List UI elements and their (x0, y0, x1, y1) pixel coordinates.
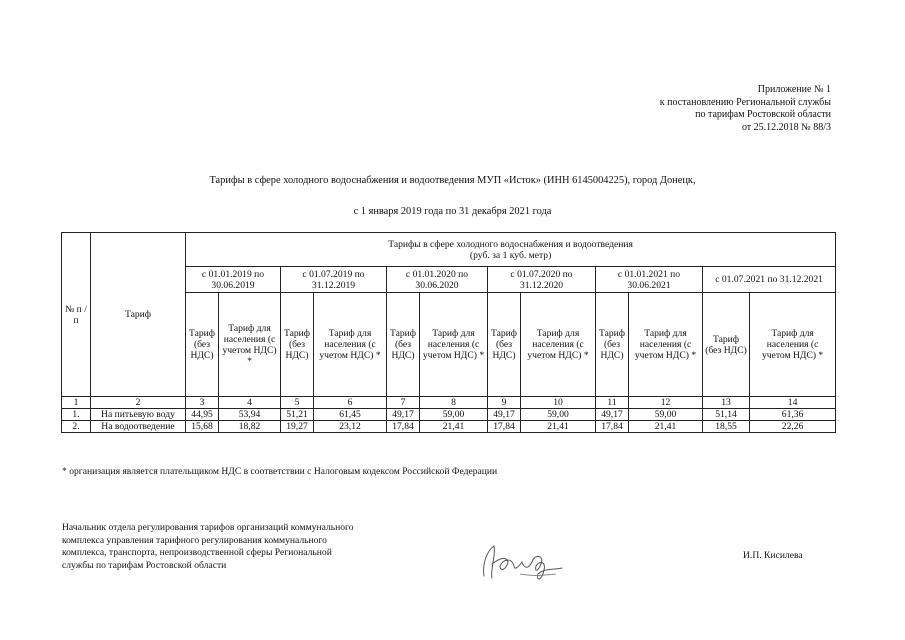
vat-footnote: * организация является плательщиком НДС в соответствии с Налоговым кодексом Российской Федерации (62, 466, 498, 477)
tariff-value: 21,41 (420, 421, 488, 433)
column-number: 14 (750, 397, 836, 409)
document-period: с 1 января 2019 года по 31 декабря 2021 года (353, 206, 552, 217)
tariff-value: 49,17 (387, 409, 420, 421)
tariff-value: 53,94 (219, 409, 281, 421)
subheader-population: Тариф для населения (с учетом НДС) * (750, 293, 836, 397)
column-number: 9 (488, 397, 521, 409)
table-row (62, 421, 836, 433)
column-number: 4 (219, 397, 281, 409)
col-tariff-header: Тариф (91, 233, 186, 397)
subheader-population: Тариф для населения (с учетом НДС) * (219, 293, 281, 397)
subheader-population: Тариф для населения (с учетом НДС) * (521, 293, 596, 397)
group-header-units: (руб. за 1 куб. метр) (469, 249, 552, 261)
appendix-line-1: Приложение № 1 (757, 84, 831, 95)
tariff-value: 51,14 (703, 409, 750, 421)
tariff-value: 59,00 (420, 409, 488, 421)
period-header: с 01.01.2020 по 30.06.2020 (387, 267, 488, 293)
subheader-no-vat: Тариф (без НДС) (281, 293, 314, 397)
tariff-value: 51,21 (281, 409, 314, 421)
subheader-population: Тариф для населения (с учетом НДС) * (629, 293, 703, 397)
appendix-line-4: от 25.12.2018 № 88/3 (741, 121, 831, 133)
row-tariff-name: На водоотведение (91, 421, 186, 433)
group-header-title: Тарифы в сфере холодного водоснабжения и водоотведения (388, 238, 633, 250)
tariff-value: 44,95 (186, 409, 219, 421)
column-number: 7 (387, 397, 420, 409)
tariff-value: 15,68 (186, 421, 219, 433)
tariff-value: 21,41 (521, 421, 596, 433)
tariff-value: 23,12 (314, 421, 387, 433)
column-number: 8 (420, 397, 488, 409)
position-line-3: комплекса, транспорта, непроизводственной сферы Региональной (62, 547, 332, 559)
tariff-value: 22,26 (750, 421, 836, 433)
period-header: с 01.07.2021 по 31.12.2021 (703, 267, 836, 293)
subheader-population: Тариф для населения (с учетом НДС) * (314, 293, 387, 397)
tariff-value: 49,17 (488, 409, 521, 421)
position-line-2: комплекса управления тарифного регулирования коммунального (62, 534, 327, 546)
subheader-no-vat: Тариф (без НДС) (488, 293, 521, 397)
tariff-value: 18,55 (703, 421, 750, 433)
column-number: 10 (521, 397, 596, 409)
document-title: Тарифы в сфере холодного водоснабжения и водоотведения МУП «Исток» (ИНН 6145004225), город Донецк, (209, 175, 696, 186)
position-line-4: службы по тарифам Ростовской области (62, 559, 227, 571)
column-number: 13 (703, 397, 750, 409)
col-num-header: № п /п (62, 233, 91, 397)
tariff-value: 61,36 (750, 409, 836, 421)
column-number: 1 (62, 397, 91, 409)
column-number: 6 (314, 397, 387, 409)
tariff-value: 19,27 (281, 421, 314, 433)
signatory-position (62, 522, 354, 572)
column-number: 2 (91, 397, 186, 409)
tariff-value: 59,00 (521, 409, 596, 421)
row-number: 2. (62, 421, 91, 433)
subheader-no-vat: Тариф (без НДС) (186, 293, 219, 397)
column-number-row (62, 397, 836, 409)
group-header (186, 233, 836, 267)
signer-name: И.П. Кисилева (743, 550, 803, 561)
tariff-value: 49,17 (596, 409, 629, 421)
column-number: 3 (186, 397, 219, 409)
subheader-no-vat: Тариф (без НДС) (596, 293, 629, 397)
appendix-line-3: по тарифам Ростовской области (695, 109, 831, 121)
table-row (62, 409, 836, 421)
column-number: 11 (596, 397, 629, 409)
tariff-value: 61,45 (314, 409, 387, 421)
subheader-population: Тариф для населения (с учетом НДС) * (420, 293, 488, 397)
column-number: 5 (281, 397, 314, 409)
period-header: с 01.07.2019 по 31.12.2019 (281, 267, 387, 293)
tariff-value: 17,84 (596, 421, 629, 433)
tariff-value: 17,84 (387, 421, 420, 433)
tariff-table (61, 232, 836, 433)
handwritten-signature (470, 540, 580, 584)
period-header: с 01.01.2019 по 30.06.2019 (186, 267, 281, 293)
subheader-no-vat: Тариф (без НДС) (703, 293, 750, 397)
tariff-value: 21,41 (629, 421, 703, 433)
tariff-value: 17,84 (488, 421, 521, 433)
period-header: с 01.01.2021 по 30.06.2021 (596, 267, 703, 293)
appendix-line-2: к постановлению Региональной службы (659, 96, 831, 108)
row-tariff-name: На питьевую воду (91, 409, 186, 421)
tariff-value: 59,00 (629, 409, 703, 421)
subheader-no-vat: Тариф (без НДС) (387, 293, 420, 397)
column-number: 12 (629, 397, 703, 409)
tariff-value: 18,82 (219, 421, 281, 433)
row-number: 1. (62, 409, 91, 421)
position-line-1: Начальник отдела регулирования тарифов организаций коммунального (62, 522, 354, 533)
period-header: с 01.07.2020 по 31.12.2020 (488, 267, 596, 293)
appendix-header (660, 84, 831, 134)
